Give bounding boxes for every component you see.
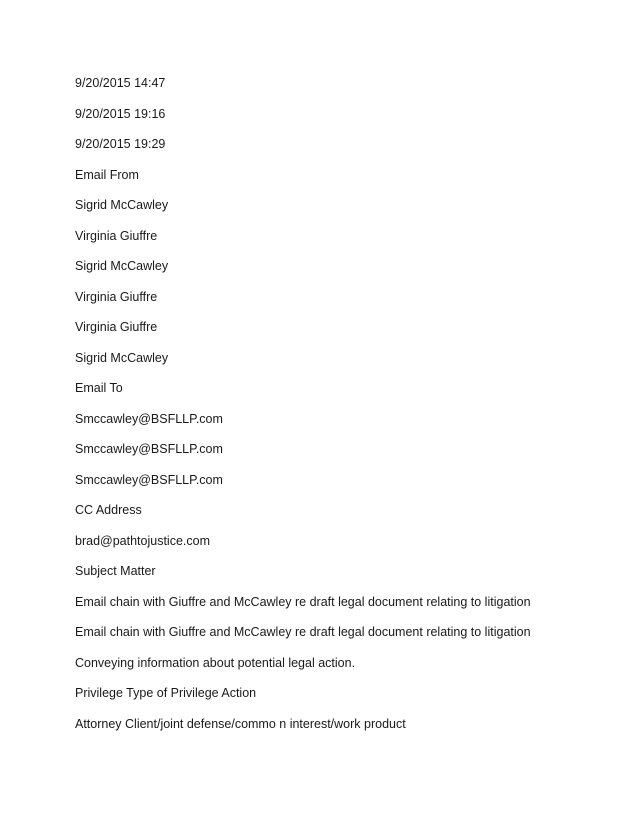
sender-line-1: Sigrid McCawley — [75, 198, 169, 212]
date-line-1: 9/20/2015 14:47 — [75, 76, 166, 90]
sender-line-3: Sigrid McCawley — [75, 259, 169, 273]
recipient-line-3: Smccawley@BSFLLP.com — [75, 472, 223, 487]
subject-line-2: Email chain with Giuffre and McCawley re draft legal document relating to litigation — [75, 625, 531, 639]
email-to-heading: Email To — [75, 381, 123, 395]
sender-line-6: Sigrid McCawley — [75, 350, 169, 365]
cc-address-heading: CC Address — [75, 503, 142, 517]
sender-line-2: Virginia Giuffre — [75, 228, 158, 243]
date-line-3: 9/20/2015 19:29 — [75, 137, 166, 151]
sender-line-5: Virginia Giuffre — [75, 320, 158, 334]
document-text-lines — [75, 74, 531, 745]
sender-line-4: Virginia Giuffre — [75, 289, 158, 304]
email-from-heading: Email From — [75, 167, 139, 182]
cc-address-line: brad@pathtojustice.com — [75, 533, 210, 548]
privilege-type-line: Attorney Client/joint defense/commo n interest/work product — [75, 716, 406, 731]
privilege-type-heading: Privilege Type of Privilege Action — [75, 686, 257, 700]
date-line-2: 9/20/2015 19:16 — [75, 106, 166, 121]
recipient-line-2: Smccawley@BSFLLP.com — [75, 442, 223, 456]
subject-matter-heading: Subject Matter — [75, 564, 156, 578]
subject-line-1: Email chain with Giuffre and McCawley re draft legal document relating to litigation — [75, 594, 531, 609]
subject-line-3: Conveying information about potential legal action. — [75, 655, 356, 670]
recipient-line-1: Smccawley@BSFLLP.com — [75, 411, 223, 426]
